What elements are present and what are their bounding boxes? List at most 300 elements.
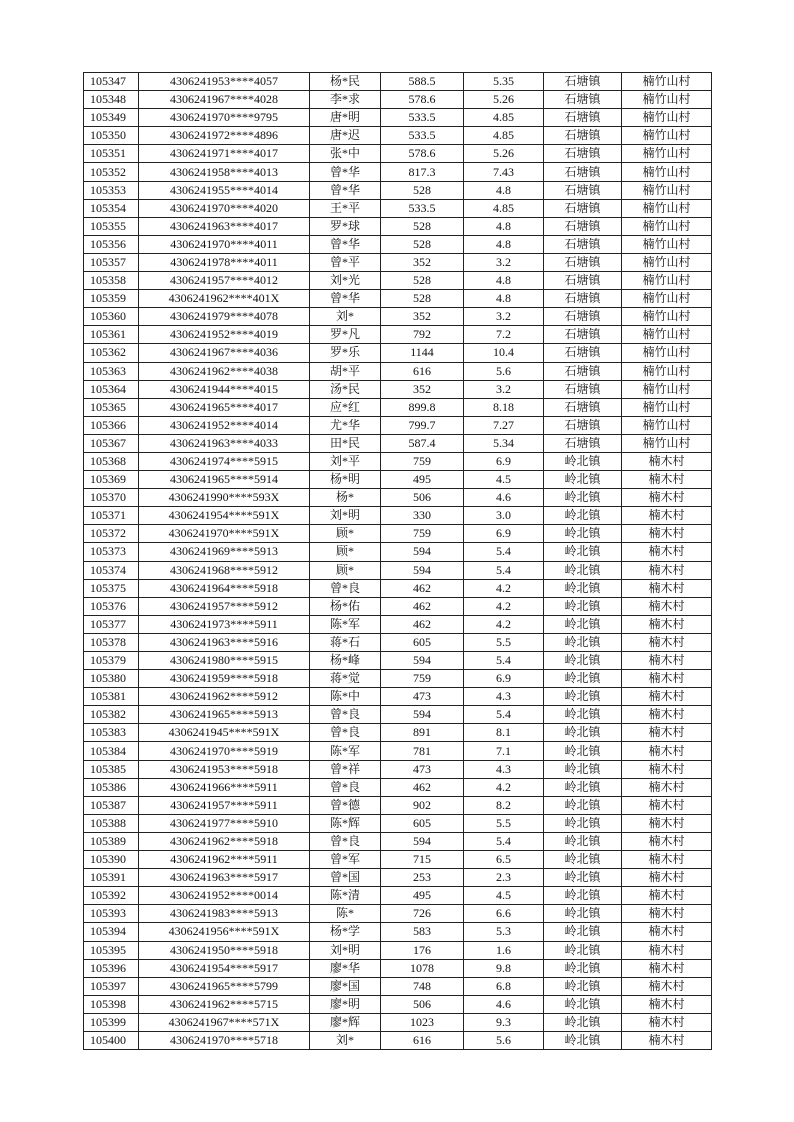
town-cell: 石塘镇 [544, 434, 622, 452]
area-cell: 1.6 [464, 941, 544, 959]
person-name-cell: 刘*平 [310, 452, 381, 470]
person-name-cell: 曾*华 [310, 181, 381, 199]
village-cell: 楠木村 [622, 615, 712, 633]
area-cell: 4.3 [464, 688, 544, 706]
table-row [84, 1013, 712, 1031]
person-name-cell: 廖*明 [310, 995, 381, 1013]
town-cell: 石塘镇 [544, 73, 622, 91]
id-number-cell: 4306241962****5911 [139, 851, 310, 869]
record-id-cell: 105361 [84, 326, 139, 344]
amount-cell: 817.3 [381, 163, 464, 181]
id-number-cell: 4306241963****5917 [139, 869, 310, 887]
amount-cell: 616 [381, 362, 464, 380]
amount-cell: 533.5 [381, 109, 464, 127]
table-row [84, 579, 712, 597]
id-number-cell: 4306241977****5910 [139, 814, 310, 832]
person-name-cell: 曾*良 [310, 706, 381, 724]
amount-cell: 473 [381, 760, 464, 778]
table-row [84, 380, 712, 398]
record-id-cell: 105349 [84, 109, 139, 127]
record-id-cell: 105351 [84, 145, 139, 163]
village-cell: 楠竹山村 [622, 127, 712, 145]
village-cell: 楠木村 [622, 724, 712, 742]
amount-cell: 594 [381, 832, 464, 850]
amount-cell: 253 [381, 869, 464, 887]
village-cell: 楠竹山村 [622, 362, 712, 380]
person-name-cell: 尤*华 [310, 416, 381, 434]
person-name-cell: 胡*平 [310, 362, 381, 380]
town-cell: 岭北镇 [544, 977, 622, 995]
person-name-cell: 蒋*觉 [310, 670, 381, 688]
amount-cell: 462 [381, 615, 464, 633]
village-cell: 楠木村 [622, 778, 712, 796]
person-name-cell: 曾*良 [310, 579, 381, 597]
table-row [84, 452, 712, 470]
person-name-cell: 曾*华 [310, 163, 381, 181]
village-cell: 楠木村 [622, 905, 712, 923]
town-cell: 石塘镇 [544, 199, 622, 217]
area-cell: 5.4 [464, 832, 544, 850]
person-name-cell: 田*民 [310, 434, 381, 452]
table-row [84, 253, 712, 271]
record-id-cell: 105367 [84, 434, 139, 452]
table-row [84, 507, 712, 525]
table-row [84, 724, 712, 742]
person-name-cell: 曾*良 [310, 832, 381, 850]
table-row [84, 127, 712, 145]
person-name-cell: 罗*乐 [310, 344, 381, 362]
id-number-cell: 4306241973****5911 [139, 615, 310, 633]
record-id-cell: 105357 [84, 253, 139, 271]
record-id-cell: 105391 [84, 869, 139, 887]
area-cell: 8.18 [464, 398, 544, 416]
amount-cell: 748 [381, 977, 464, 995]
area-cell: 6.9 [464, 670, 544, 688]
person-name-cell: 刘* [310, 1031, 381, 1049]
town-cell: 岭北镇 [544, 471, 622, 489]
table-row [84, 995, 712, 1013]
village-cell: 楠竹山村 [622, 163, 712, 181]
village-cell: 楠木村 [622, 706, 712, 724]
record-id-cell: 105378 [84, 633, 139, 651]
town-cell: 岭北镇 [544, 543, 622, 561]
person-name-cell: 王*平 [310, 199, 381, 217]
person-name-cell: 刘*光 [310, 272, 381, 290]
town-cell: 岭北镇 [544, 887, 622, 905]
person-name-cell: 廖*辉 [310, 1013, 381, 1031]
amount-cell: 605 [381, 633, 464, 651]
table-row [84, 597, 712, 615]
amount-cell: 792 [381, 326, 464, 344]
id-number-cell: 4306241945****591X [139, 724, 310, 742]
town-cell: 岭北镇 [544, 706, 622, 724]
area-cell: 4.6 [464, 489, 544, 507]
record-id-cell: 105352 [84, 163, 139, 181]
amount-cell: 1023 [381, 1013, 464, 1031]
village-cell: 楠木村 [622, 525, 712, 543]
id-number-cell: 4306241990****593X [139, 489, 310, 507]
area-cell: 4.8 [464, 181, 544, 199]
area-cell: 5.26 [464, 145, 544, 163]
person-name-cell: 罗*球 [310, 217, 381, 235]
village-cell: 楠竹山村 [622, 253, 712, 271]
id-number-cell: 4306241962****5918 [139, 832, 310, 850]
id-number-cell: 4306241969****5913 [139, 543, 310, 561]
record-id-cell: 105381 [84, 688, 139, 706]
record-id-cell: 105370 [84, 489, 139, 507]
person-name-cell: 曾*德 [310, 796, 381, 814]
person-name-cell: 唐*明 [310, 109, 381, 127]
id-number-cell: 4306241964****5918 [139, 579, 310, 597]
person-name-cell: 杨* [310, 489, 381, 507]
village-cell: 楠竹山村 [622, 290, 712, 308]
id-number-cell: 4306241962****4038 [139, 362, 310, 380]
id-number-cell: 4306241954****5917 [139, 959, 310, 977]
town-cell: 岭北镇 [544, 923, 622, 941]
table-row [84, 778, 712, 796]
area-cell: 5.34 [464, 434, 544, 452]
area-cell: 9.3 [464, 1013, 544, 1031]
person-name-cell: 杨*明 [310, 471, 381, 489]
id-number-cell: 4306241970****5718 [139, 1031, 310, 1049]
person-name-cell: 顾* [310, 525, 381, 543]
amount-cell: 715 [381, 851, 464, 869]
area-cell: 7.43 [464, 163, 544, 181]
town-cell: 石塘镇 [544, 416, 622, 434]
table-row [84, 959, 712, 977]
record-id-cell: 105394 [84, 923, 139, 941]
town-cell: 岭北镇 [544, 652, 622, 670]
person-name-cell: 陈*清 [310, 887, 381, 905]
amount-cell: 1144 [381, 344, 464, 362]
amount-cell: 594 [381, 706, 464, 724]
id-number-cell: 4306241958****4013 [139, 163, 310, 181]
table-row [84, 489, 712, 507]
id-number-cell: 4306241970****591X [139, 525, 310, 543]
village-cell: 楠木村 [622, 941, 712, 959]
village-cell: 楠木村 [622, 1013, 712, 1031]
amount-cell: 473 [381, 688, 464, 706]
area-cell: 3.2 [464, 308, 544, 326]
record-id-cell: 105366 [84, 416, 139, 434]
record-id-cell: 105397 [84, 977, 139, 995]
amount-cell: 587.4 [381, 434, 464, 452]
amount-cell: 528 [381, 181, 464, 199]
amount-cell: 1078 [381, 959, 464, 977]
area-cell: 6.9 [464, 525, 544, 543]
table-row [84, 851, 712, 869]
table-row [84, 181, 712, 199]
table-row [84, 91, 712, 109]
table-row [84, 977, 712, 995]
amount-cell: 176 [381, 941, 464, 959]
village-cell: 楠木村 [622, 561, 712, 579]
area-cell: 10.4 [464, 344, 544, 362]
town-cell: 岭北镇 [544, 742, 622, 760]
id-number-cell: 4306241959****5918 [139, 670, 310, 688]
amount-cell: 352 [381, 308, 464, 326]
town-cell: 石塘镇 [544, 272, 622, 290]
town-cell: 岭北镇 [544, 670, 622, 688]
amount-cell: 799.7 [381, 416, 464, 434]
id-number-cell: 4306241952****0014 [139, 887, 310, 905]
person-name-cell: 曾*良 [310, 778, 381, 796]
record-id-cell: 105359 [84, 290, 139, 308]
amount-cell: 462 [381, 579, 464, 597]
record-id-cell: 105376 [84, 597, 139, 615]
town-cell: 岭北镇 [544, 832, 622, 850]
record-id-cell: 105354 [84, 199, 139, 217]
area-cell: 7.27 [464, 416, 544, 434]
area-cell: 6.8 [464, 977, 544, 995]
town-cell: 石塘镇 [544, 145, 622, 163]
record-id-cell: 105353 [84, 181, 139, 199]
town-cell: 石塘镇 [544, 91, 622, 109]
village-cell: 楠竹山村 [622, 181, 712, 199]
table-row [84, 525, 712, 543]
record-id-cell: 105393 [84, 905, 139, 923]
id-number-cell: 4306241953****4057 [139, 73, 310, 91]
village-cell: 楠竹山村 [622, 326, 712, 344]
town-cell: 岭北镇 [544, 688, 622, 706]
person-name-cell: 杨*学 [310, 923, 381, 941]
village-cell: 楠竹山村 [622, 380, 712, 398]
village-cell: 楠木村 [622, 452, 712, 470]
town-cell: 岭北镇 [544, 615, 622, 633]
record-id-cell: 105374 [84, 561, 139, 579]
person-name-cell: 刘*明 [310, 941, 381, 959]
amount-cell: 759 [381, 670, 464, 688]
town-cell: 岭北镇 [544, 1031, 622, 1049]
id-number-cell: 4306241957****4012 [139, 272, 310, 290]
village-cell: 楠木村 [622, 923, 712, 941]
person-name-cell: 罗*凡 [310, 326, 381, 344]
person-name-cell: 张*中 [310, 145, 381, 163]
amount-cell: 605 [381, 814, 464, 832]
id-number-cell: 4306241962****5715 [139, 995, 310, 1013]
table-row [84, 362, 712, 380]
village-cell: 楠竹山村 [622, 344, 712, 362]
table-row [84, 308, 712, 326]
area-cell: 5.4 [464, 652, 544, 670]
village-cell: 楠木村 [622, 887, 712, 905]
id-number-cell: 4306241980****5915 [139, 652, 310, 670]
person-name-cell: 廖*华 [310, 959, 381, 977]
record-id-cell: 105380 [84, 670, 139, 688]
town-cell: 岭北镇 [544, 633, 622, 651]
id-number-cell: 4306241978****4011 [139, 253, 310, 271]
area-cell: 5.3 [464, 923, 544, 941]
town-cell: 岭北镇 [544, 941, 622, 959]
village-cell: 楠木村 [622, 1031, 712, 1049]
town-cell: 石塘镇 [544, 163, 622, 181]
id-number-cell: 4306241957****5911 [139, 796, 310, 814]
town-cell: 岭北镇 [544, 597, 622, 615]
person-name-cell: 刘*明 [310, 507, 381, 525]
id-number-cell: 4306241952****4014 [139, 416, 310, 434]
amount-cell: 594 [381, 543, 464, 561]
area-cell: 6.6 [464, 905, 544, 923]
village-cell: 楠木村 [622, 688, 712, 706]
amount-cell: 759 [381, 525, 464, 543]
amount-cell: 330 [381, 507, 464, 525]
table-row [84, 471, 712, 489]
town-cell: 石塘镇 [544, 344, 622, 362]
table-body [84, 73, 712, 1050]
record-id-cell: 105392 [84, 887, 139, 905]
table-row [84, 905, 712, 923]
town-cell: 岭北镇 [544, 995, 622, 1013]
amount-cell: 495 [381, 471, 464, 489]
person-name-cell: 顾* [310, 543, 381, 561]
record-id-cell: 105389 [84, 832, 139, 850]
id-number-cell: 4306241970****9795 [139, 109, 310, 127]
amount-cell: 528 [381, 217, 464, 235]
record-id-cell: 105395 [84, 941, 139, 959]
area-cell: 5.4 [464, 706, 544, 724]
village-cell: 楠木村 [622, 796, 712, 814]
table-row [84, 869, 712, 887]
id-number-cell: 4306241963****4017 [139, 217, 310, 235]
town-cell: 岭北镇 [544, 452, 622, 470]
table-row [84, 199, 712, 217]
area-cell: 4.2 [464, 615, 544, 633]
id-number-cell: 4306241967****571X [139, 1013, 310, 1031]
person-name-cell: 蒋*石 [310, 633, 381, 651]
village-cell: 楠木村 [622, 579, 712, 597]
id-number-cell: 4306241962****5912 [139, 688, 310, 706]
person-name-cell: 顾* [310, 561, 381, 579]
village-cell: 楠木村 [622, 851, 712, 869]
table-row [84, 543, 712, 561]
id-number-cell: 4306241965****5799 [139, 977, 310, 995]
id-number-cell: 4306241965****4017 [139, 398, 310, 416]
town-cell: 石塘镇 [544, 308, 622, 326]
id-number-cell: 4306241974****5915 [139, 452, 310, 470]
id-number-cell: 4306241953****5918 [139, 760, 310, 778]
record-id-cell: 105350 [84, 127, 139, 145]
id-number-cell: 4306241963****4033 [139, 434, 310, 452]
record-id-cell: 105365 [84, 398, 139, 416]
town-cell: 岭北镇 [544, 561, 622, 579]
village-cell: 楠竹山村 [622, 91, 712, 109]
town-cell: 石塘镇 [544, 109, 622, 127]
amount-cell: 616 [381, 1031, 464, 1049]
table-row [84, 923, 712, 941]
data-table [83, 72, 712, 1050]
person-name-cell: 李*求 [310, 91, 381, 109]
town-cell: 岭北镇 [544, 1013, 622, 1031]
table-row [84, 796, 712, 814]
town-cell: 石塘镇 [544, 362, 622, 380]
area-cell: 4.85 [464, 109, 544, 127]
record-id-cell: 105383 [84, 724, 139, 742]
village-cell: 楠木村 [622, 760, 712, 778]
person-name-cell: 陈*军 [310, 742, 381, 760]
town-cell: 石塘镇 [544, 127, 622, 145]
area-cell: 9.8 [464, 959, 544, 977]
person-name-cell: 曾*良 [310, 724, 381, 742]
area-cell: 4.5 [464, 887, 544, 905]
village-cell: 楠木村 [622, 633, 712, 651]
town-cell: 石塘镇 [544, 326, 622, 344]
area-cell: 3.2 [464, 253, 544, 271]
area-cell: 8.1 [464, 724, 544, 742]
amount-cell: 533.5 [381, 199, 464, 217]
town-cell: 岭北镇 [544, 814, 622, 832]
record-id-cell: 105384 [84, 742, 139, 760]
table-row [84, 272, 712, 290]
record-id-cell: 105388 [84, 814, 139, 832]
town-cell: 石塘镇 [544, 253, 622, 271]
town-cell: 石塘镇 [544, 380, 622, 398]
amount-cell: 594 [381, 561, 464, 579]
record-id-cell: 105387 [84, 796, 139, 814]
id-number-cell: 4306241957****5912 [139, 597, 310, 615]
amount-cell: 462 [381, 597, 464, 615]
village-cell: 楠竹山村 [622, 235, 712, 253]
amount-cell: 781 [381, 742, 464, 760]
amount-cell: 352 [381, 380, 464, 398]
area-cell: 5.26 [464, 91, 544, 109]
table-row [84, 145, 712, 163]
area-cell: 5.5 [464, 814, 544, 832]
amount-cell: 506 [381, 995, 464, 1013]
village-cell: 楠竹山村 [622, 73, 712, 91]
person-name-cell: 廖*国 [310, 977, 381, 995]
id-number-cell: 4306241967****4028 [139, 91, 310, 109]
person-name-cell: 曾*华 [310, 290, 381, 308]
id-number-cell: 4306241970****5919 [139, 742, 310, 760]
town-cell: 岭北镇 [544, 724, 622, 742]
record-id-cell: 105379 [84, 652, 139, 670]
record-id-cell: 105362 [84, 344, 139, 362]
person-name-cell: 曾*华 [310, 235, 381, 253]
table-row [84, 73, 712, 91]
person-name-cell: 曾*军 [310, 851, 381, 869]
table-row [84, 742, 712, 760]
village-cell: 楠木村 [622, 832, 712, 850]
person-name-cell: 唐*迟 [310, 127, 381, 145]
village-cell: 楠木村 [622, 652, 712, 670]
id-number-cell: 4306241972****4896 [139, 127, 310, 145]
area-cell: 3.2 [464, 380, 544, 398]
table-row [84, 615, 712, 633]
amount-cell: 578.6 [381, 145, 464, 163]
table-row [84, 670, 712, 688]
record-id-cell: 105399 [84, 1013, 139, 1031]
record-id-cell: 105358 [84, 272, 139, 290]
area-cell: 4.8 [464, 235, 544, 253]
id-number-cell: 4306241966****5911 [139, 778, 310, 796]
record-id-cell: 105363 [84, 362, 139, 380]
village-cell: 楠木村 [622, 670, 712, 688]
table-row [84, 760, 712, 778]
record-id-cell: 105398 [84, 995, 139, 1013]
town-cell: 岭北镇 [544, 869, 622, 887]
record-id-cell: 105369 [84, 471, 139, 489]
person-name-cell: 陈*中 [310, 688, 381, 706]
village-cell: 楠木村 [622, 543, 712, 561]
id-number-cell: 4306241968****5912 [139, 561, 310, 579]
amount-cell: 495 [381, 887, 464, 905]
town-cell: 岭北镇 [544, 525, 622, 543]
table-row [84, 652, 712, 670]
village-cell: 楠木村 [622, 489, 712, 507]
town-cell: 岭北镇 [544, 959, 622, 977]
table-row [84, 344, 712, 362]
amount-cell: 578.6 [381, 91, 464, 109]
